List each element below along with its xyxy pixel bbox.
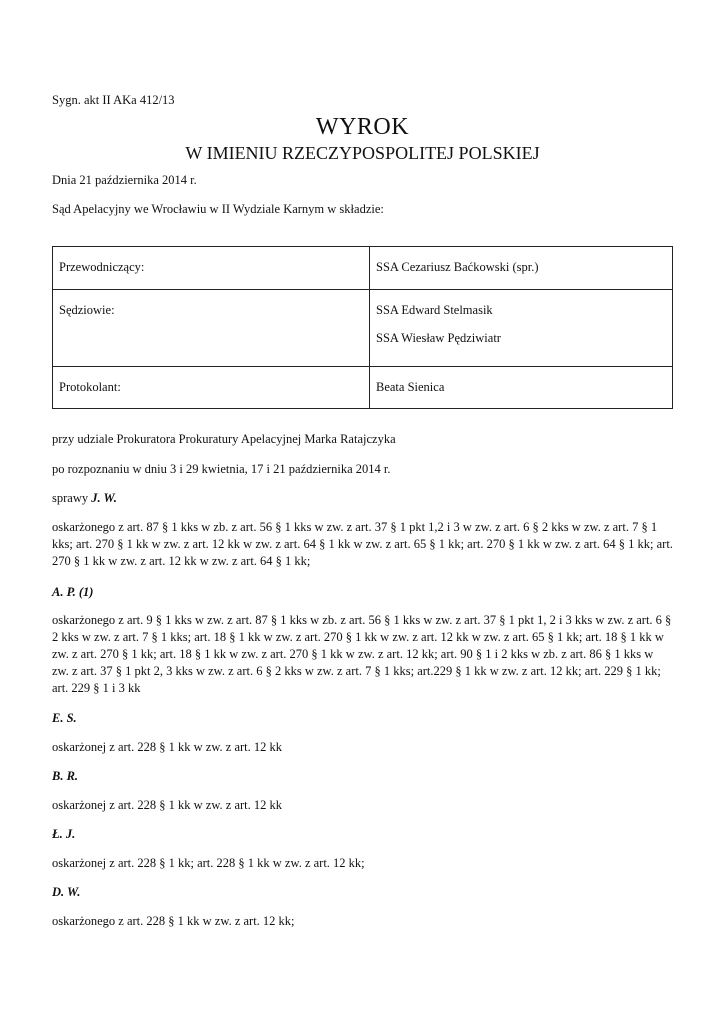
judge-name: SSA Wiesław Pędziwiatr xyxy=(376,331,501,345)
chair-label: Przewodniczący: xyxy=(53,247,370,290)
defendant-charges: oskarżonej z art. 228 § 1 kk w zw. z art. 12 kk xyxy=(52,798,283,812)
table-row xyxy=(53,247,673,290)
defendant-name: B. R. xyxy=(52,769,79,783)
court-line: Sąd Apelacyjny we Wrocławiu w II Wydziale Karnym w składzie: xyxy=(52,202,384,216)
defendant-name: Ł. J. xyxy=(52,827,76,841)
court-composition-table xyxy=(52,246,673,409)
document-title: WYROK xyxy=(315,114,410,140)
table-row xyxy=(53,367,673,409)
defendant-name: D. W. xyxy=(52,885,81,899)
judges-label: Sędziowie: xyxy=(53,290,370,367)
judge-name: SSA Edward Stelmasik xyxy=(376,303,493,317)
case-prefix: sprawy xyxy=(52,491,92,505)
table-row xyxy=(53,290,673,367)
defendant-name: J. W. xyxy=(91,491,117,505)
case-signature: Sygn. akt II AKa 412/13 xyxy=(52,93,175,107)
prosecutor-line: przy udziale Prokuratora Prokuratury Apelacyjnej Marka Ratajczyka xyxy=(52,432,396,446)
defendant-charges: oskarżonej z art. 228 § 1 kk w zw. z art. 12 kk xyxy=(52,740,283,754)
defendant-name: E. S. xyxy=(52,711,77,725)
clerk-value: Beata Sienica xyxy=(370,367,673,409)
defendant-charges: oskarżonej z art. 228 § 1 kk; art. 228 § 1 kk w zw. z art. 12 kk; xyxy=(52,856,365,870)
clerk-label: Protokolant: xyxy=(53,367,370,409)
defendant-name: A. P. (1) xyxy=(52,585,94,599)
document-subtitle: W IMIENIU RZECZYPOSPOLITEJ POLSKIEJ xyxy=(185,143,540,163)
case-line xyxy=(52,490,117,507)
defendant-charges: oskarżonego z art. 9 § 1 kks w zw. z art. 87 § 1 kks w zb. z art. 56 § 1 kks w zw. z art. 37 § 1 pkt 1, 2 i 3 kks w zw. z art. 6 § 2 kks w zw. z art. 7 § 1 kks; art. 18 § 1 kk w zw. z art. 270 § 1 kk w zw. z art. 12 kk w zw. z art. 65 § 1 kk; art. 18 § 1 kk w zw. z art. 270 § 1 kk; art. 18 § 1 kk w zw. z art. 270 § 1 kk w zw. z art. 12 kk; art. 90 § 1 i 2 kks w zb. z art. 86 § 1 kks w zw. z art. 37 § 1 pkt 2, 3 kks w zw. z art. 6 § 2 kks w zw. z art. 7 § 1 kks; art.229 § 1 kk w zw. z art. 12 kk; art. 229 § 1 kk; art. 229 § 1 i 3 kk xyxy=(52,613,672,695)
chair-value: SSA Cezariusz Baćkowski (spr.) xyxy=(370,247,673,290)
hearing-line: po rozpoznaniu w dniu 3 i 29 kwietnia, 17 i 21 października 2014 r. xyxy=(52,462,391,476)
defendant-charges: oskarżonego z art. 228 § 1 kk w zw. z art. 12 kk; xyxy=(52,914,295,928)
defendant-charges: oskarżonego z art. 87 § 1 kks w zb. z art. 56 § 1 kks w zw. z art. 37 § 1 pkt 1,2 i 3 w zw. z art. 6 § 2 kks w zw. z art. 7 § 1 kks; art. 270 § 1 kk w zw. z art. 12 kk w zw. z art. 64 § 1 kk w zw. z art. 65 § 1 kk; art. 270 § 1 kk w zw. z art. 64 § 1 kk; art. 270 § 1 kk w zw. z art. 12 kk w zw. z art. 64 § 1 kk; xyxy=(52,520,673,568)
judges-cell xyxy=(370,290,673,367)
date-line: Dnia 21 października 2014 r. xyxy=(52,173,197,187)
